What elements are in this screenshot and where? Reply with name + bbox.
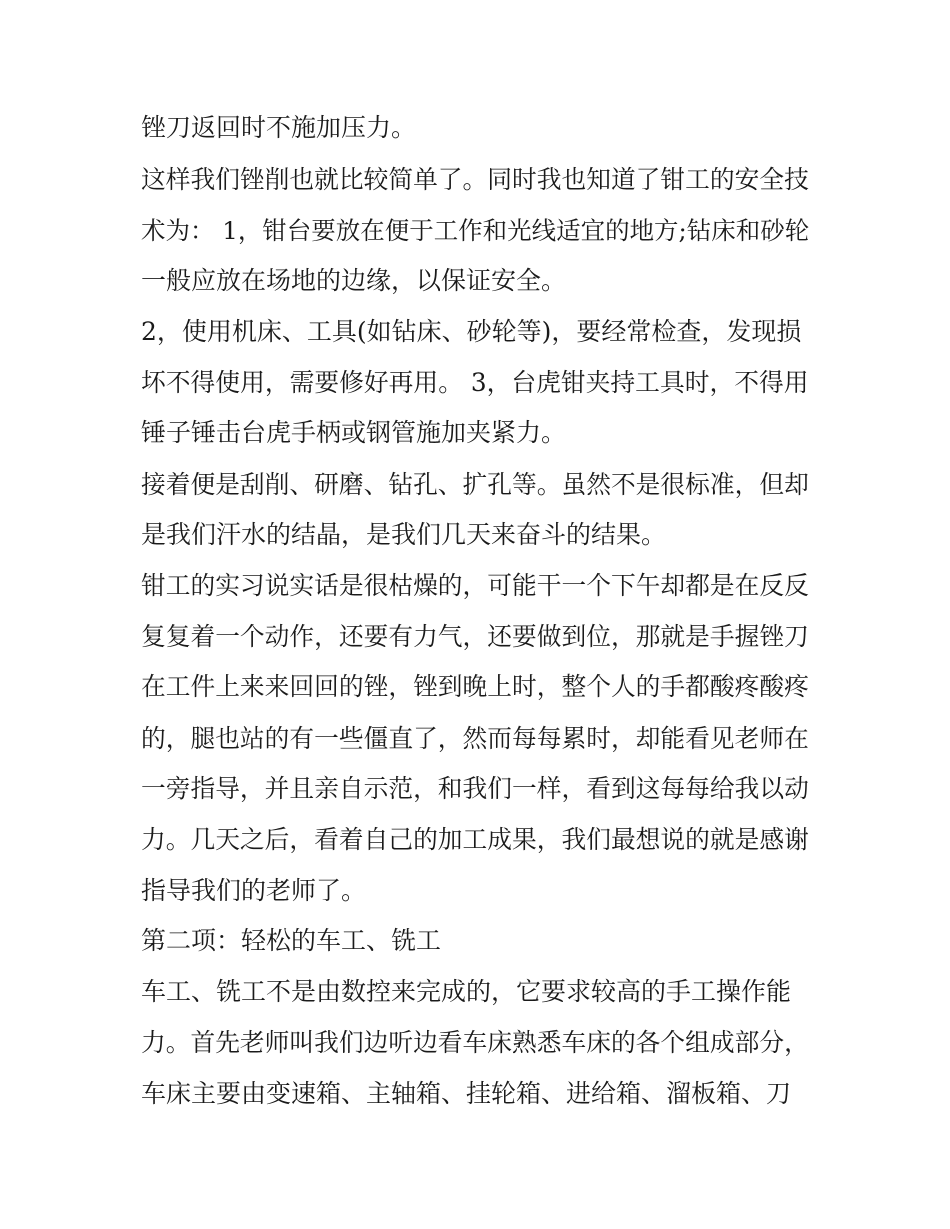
text-line: 车工、铣工不是由数控来完成的，它要求较高的手工操作能 [141,977,792,1006]
text-line: 是我们汗水的结晶，是我们几天来奋斗的结果。 [141,520,667,549]
text-line: 2，使用机床、工具(如钻床、砂轮等)，要经常检查，发现损 [141,317,802,346]
text-line: 坏不得使用，需要修好再用。 3，台虎钳夹持工具时，不得用 [141,368,809,397]
text-line: 的，腿也站的有一些僵直了，然而每每累时，却能看见老师在 [141,724,809,753]
text-line: 接着便是刮削、研磨、钻孔、扩孔等。虽然不是很标准，但却 [141,470,809,499]
text-line: 力。首先老师叫我们边听边看车床熟悉车床的各个组成部分， [141,1028,809,1057]
text-line: 一旁指导，并且亲自示范，和我们一样，看到这每每给我以动 [141,774,809,803]
text-line: 术为： 1，钳台要放在便于工作和光线适宜的地方;钻床和砂轮 [141,216,810,245]
section-heading: 第二项：轻松的车工、铣工 [141,926,442,955]
text-line: 锤子锤击台虎手柄或钢管施加夹紧力。 [141,418,567,447]
text-line: 力。几天之后，看着自己的加工成果，我们最想说的就是感谢 [141,825,809,854]
text-line: 车床主要由变速箱、主轴箱、挂轮箱、进给箱、溜板箱、刀 [141,1079,792,1108]
text-line: 这样我们锉削也就比较简单了。同时我也知道了钳工的安全技 [141,165,809,194]
text-line: 在工件上来来回回的锉，锉到晚上时，整个人的手都酸疼酸疼 [141,672,809,701]
text-line: 指导我们的老师了。 [141,876,367,905]
text-line: 一般应放在场地的边缘，以保证安全。 [141,266,567,295]
text-line: 复复着一个动作，还要有力气，还要做到位，那就是手握锉刀 [141,622,809,651]
text-line: 锉刀返回时不施加压力。 [141,113,417,142]
text-line: 钳工的实习说实话是很枯燥的，可能干一个下午却都是在反反 [141,571,809,600]
